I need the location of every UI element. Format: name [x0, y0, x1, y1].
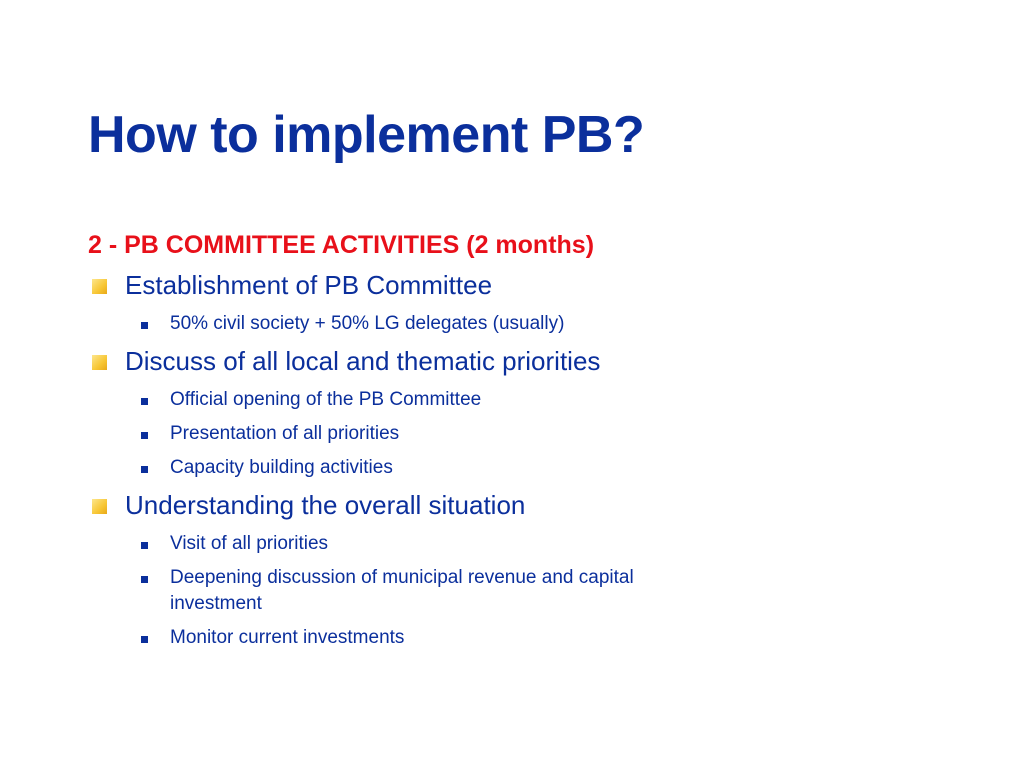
level1-bullet-text: Discuss of all local and thematic priorities — [125, 346, 601, 376]
level2-bullet-text: Monitor current investments — [170, 627, 405, 648]
level1-bullet — [88, 343, 728, 379]
level2-bullet-text: Deepening discussion of municipal revenue and capital investment — [170, 567, 634, 614]
small-blue-square-icon — [141, 542, 148, 549]
level1-bullet-text: Establishment of PB Committee — [125, 270, 493, 300]
bullet-group-1 — [88, 267, 728, 337]
level2-bullet-text: Presentation of all priorities — [170, 423, 400, 444]
small-blue-square-icon — [141, 398, 148, 405]
gold-square-icon — [92, 279, 107, 294]
level2-bullet — [88, 387, 728, 413]
section-heading: 2 - PB COMMITTEE ACTIVITIES (2 months) — [88, 231, 595, 259]
level1-bullet-text: Understanding the overall situation — [125, 490, 526, 520]
sub-bullet-list — [88, 387, 728, 481]
level2-bullet-text: Official opening of the PB Committee — [170, 389, 482, 410]
level2-bullet-text: Capacity building activities — [170, 457, 393, 478]
level2-bullet — [88, 531, 728, 557]
level2-bullet — [88, 311, 728, 337]
bullet-group-3 — [88, 487, 728, 651]
small-blue-square-icon — [141, 466, 148, 473]
level2-bullet-text: 50% civil society + 50% LG delegates (usually) — [170, 313, 565, 334]
bullet-group-2 — [88, 343, 728, 481]
level2-bullet-text: Visit of all priorities — [170, 533, 329, 554]
level1-bullet — [88, 487, 728, 523]
small-blue-square-icon — [141, 322, 148, 329]
level1-bullet — [88, 267, 728, 303]
sub-bullet-list — [88, 311, 728, 337]
small-blue-square-icon — [141, 636, 148, 643]
level2-bullet — [88, 625, 728, 651]
small-blue-square-icon — [141, 576, 148, 583]
slide-title: How to implement PB? — [88, 106, 645, 164]
sub-bullet-list — [88, 531, 728, 651]
gold-square-icon — [92, 499, 107, 514]
level2-bullet — [88, 565, 728, 617]
gold-square-icon — [92, 355, 107, 370]
slide-content — [88, 226, 728, 657]
level2-bullet — [88, 421, 728, 447]
small-blue-square-icon — [141, 432, 148, 439]
level2-bullet — [88, 455, 728, 481]
